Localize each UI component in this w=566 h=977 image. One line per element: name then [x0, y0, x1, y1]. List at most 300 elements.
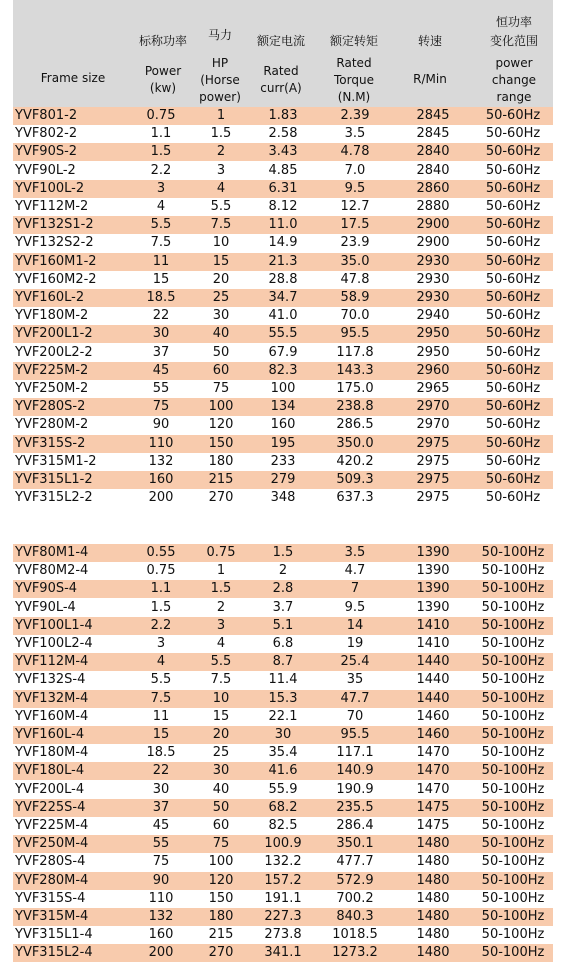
cell-speed: 2900	[416, 217, 450, 233]
cell-hp: 4	[216, 180, 226, 196]
cell-power: 7.5	[150, 235, 172, 251]
cell-power: 1.5	[150, 599, 172, 615]
table-row	[13, 289, 553, 307]
cell-power: 55	[152, 381, 170, 396]
cell-rated-torque: 23.9	[340, 235, 370, 251]
header-hp-3: power)	[199, 90, 241, 104]
cell-speed: 2950	[416, 326, 450, 342]
cell-frame-size: YVF315M-4	[15, 909, 89, 924]
cell-frame-size: YVF80M1-4	[15, 545, 89, 560]
cell-rated-current: 41.0	[268, 308, 298, 324]
cell-speed: 1440	[416, 654, 450, 670]
cell-hp: 60	[212, 818, 230, 833]
table-row	[13, 125, 553, 143]
table-row	[13, 580, 553, 598]
cell-power: 75	[152, 854, 170, 870]
cell-frame-size: YVF315S-2	[15, 435, 86, 451]
cell-speed: 1475	[416, 799, 450, 815]
cell-speed: 2970	[416, 399, 450, 415]
cell-power-range: 50-100Hz	[481, 581, 545, 597]
cell-frame-size: YVF200L1-2	[15, 326, 93, 342]
cell-frame-size: YVF280S-2	[15, 399, 86, 415]
cell-frame-size: YVF100L-2	[15, 180, 85, 196]
table-row	[13, 453, 553, 471]
cell-power: 37	[152, 344, 170, 360]
cell-frame-size: YVF801-2	[15, 108, 78, 123]
cell-speed: 1480	[416, 927, 450, 943]
cell-power: 7.5	[150, 690, 172, 706]
cell-rated-current: 41.6	[268, 763, 298, 779]
cell-speed: 2975	[416, 472, 450, 487]
cell-power: 4	[156, 654, 166, 670]
table-row	[13, 562, 553, 580]
cell-frame-size: YVF80M2-4	[15, 563, 89, 579]
table-row	[13, 671, 553, 689]
cell-rated-current: 132.2	[264, 854, 302, 870]
cell-hp: 180	[208, 453, 234, 469]
cell-power: 22	[152, 308, 170, 324]
cell-hp: 40	[212, 781, 230, 797]
cell-power-range: 50-60Hz	[485, 453, 541, 469]
table-row	[13, 781, 553, 799]
cell-power-range: 50-60Hz	[485, 126, 541, 142]
header-torque-2: Torque	[334, 73, 374, 87]
cell-power-range: 50-100Hz	[481, 745, 545, 761]
cell-rated-torque: 637.3	[336, 490, 374, 506]
cell-power: 30	[152, 781, 170, 797]
cell-power: 75	[152, 399, 170, 415]
header-current-1: Rated	[263, 64, 299, 78]
cell-rated-current: 68.2	[268, 799, 298, 815]
cell-rated-current: 67.9	[268, 344, 298, 360]
cell-frame-size: YVF160M2-2	[15, 271, 97, 287]
table-row	[13, 216, 553, 234]
table-row	[13, 489, 553, 507]
cell-power: 18.5	[146, 745, 176, 761]
cell-frame-size: YVF802-2	[15, 126, 78, 142]
cell-rated-torque: 3.5	[344, 545, 366, 560]
cell-hp: 2	[216, 144, 226, 160]
cell-power-range: 50-60Hz	[485, 417, 541, 433]
cell-rated-current: 2.8	[272, 581, 294, 597]
header-power-1: Power	[144, 64, 182, 78]
cell-power-range: 50-60Hz	[485, 472, 541, 487]
cell-frame-size: YVF315L1-4	[15, 927, 93, 943]
cell-power: 0.75	[146, 563, 176, 579]
cell-speed: 1390	[416, 563, 450, 579]
cell-rated-current: 8.7	[272, 654, 294, 670]
cell-power: 1.1	[150, 126, 172, 142]
cell-power: 18.5	[146, 290, 176, 305]
cell-power-range: 50-100Hz	[481, 672, 545, 688]
cell-speed: 1480	[416, 872, 450, 888]
cell-hp: 50	[212, 344, 230, 360]
cell-hp: 3	[216, 162, 226, 178]
cell-power: 1.1	[150, 581, 172, 597]
cell-power-range: 50-100Hz	[481, 690, 545, 706]
cell-rated-current: 1.83	[268, 108, 298, 123]
cell-power: 110	[148, 890, 174, 906]
cell-power: 200	[148, 490, 174, 506]
cell-power: 1.5	[150, 144, 172, 160]
cell-hp: 60	[212, 362, 230, 378]
cell-rated-current: 35.4	[268, 745, 298, 761]
cell-power-range: 50-100Hz	[481, 636, 545, 651]
cell-power-range: 50-60Hz	[485, 235, 541, 251]
cell-rated-torque: 95.5	[340, 326, 370, 342]
cell-hp: 5.5	[210, 199, 232, 214]
cell-rated-torque: 286.4	[336, 818, 374, 833]
cell-rated-torque: 19	[346, 636, 364, 651]
table-row	[13, 708, 553, 726]
cell-speed: 2940	[416, 308, 450, 324]
cell-power-range: 50-60Hz	[485, 180, 541, 196]
cell-power-range: 50-100Hz	[481, 599, 545, 615]
cell-power-range: 50-100Hz	[481, 927, 545, 943]
cell-speed: 2845	[416, 108, 450, 123]
cell-speed: 1480	[416, 836, 450, 852]
table-row	[13, 872, 553, 890]
cell-hp: 3	[216, 617, 226, 633]
cell-frame-size: YVF200L2-2	[15, 344, 93, 360]
table-row	[13, 198, 553, 216]
cell-rated-torque: 700.2	[336, 890, 374, 906]
cell-rated-torque: 1018.5	[332, 927, 378, 943]
table-row	[13, 344, 553, 362]
table-row	[13, 271, 553, 289]
cell-rated-torque: 1273.2	[332, 945, 378, 961]
cell-frame-size: YVF280M-4	[15, 872, 89, 888]
cell-power-range: 50-100Hz	[481, 836, 545, 852]
cell-speed: 2930	[416, 253, 450, 269]
cell-rated-torque: 572.9	[336, 872, 374, 888]
cell-power-range: 50-60Hz	[485, 381, 541, 396]
cell-rated-current: 5.1	[272, 617, 294, 633]
cell-rated-torque: 17.5	[340, 217, 370, 233]
cell-power: 90	[152, 872, 170, 888]
cell-power-range: 50-100Hz	[481, 909, 545, 924]
cell-hp: 30	[212, 308, 230, 324]
cell-frame-size: YVF112M-2	[15, 199, 89, 214]
cell-hp: 180	[208, 909, 234, 924]
cell-rated-torque: 238.8	[336, 399, 374, 415]
cell-speed: 1480	[416, 890, 450, 906]
cell-rated-current: 195	[270, 435, 296, 451]
table-row	[13, 380, 553, 398]
table-row	[13, 599, 553, 617]
table-row	[13, 744, 553, 762]
cell-frame-size: YVF132S2-2	[15, 235, 94, 251]
cell-hp: 0.75	[206, 545, 236, 560]
table-row	[13, 853, 553, 871]
cell-power: 3	[156, 636, 166, 651]
header-cn-hp: 马力	[207, 28, 232, 42]
cell-hp: 270	[208, 945, 234, 961]
cell-rated-current: 233	[270, 453, 296, 469]
cell-power: 132	[148, 909, 174, 924]
cell-speed: 2975	[416, 453, 450, 469]
cell-rated-current: 6.31	[268, 180, 298, 196]
cell-rated-torque: 117.8	[336, 344, 374, 360]
cell-rated-torque: 7	[350, 581, 360, 597]
cell-speed: 2950	[416, 344, 450, 360]
cell-hp: 2	[216, 599, 226, 615]
cell-rated-torque: 3.5	[344, 126, 366, 142]
cell-frame-size: YVF132S1-2	[15, 217, 94, 233]
cell-speed: 2900	[416, 235, 450, 251]
cell-power-range: 50-100Hz	[481, 818, 545, 833]
header-current-2: curr(A)	[260, 81, 302, 95]
cell-frame-size: YVF160M-4	[15, 708, 89, 724]
cell-rated-torque: 25.4	[340, 654, 370, 670]
cell-frame-size: YVF160L-2	[15, 290, 85, 305]
table-row	[13, 180, 553, 198]
cell-power-range: 50-60Hz	[485, 490, 541, 506]
cell-power-range: 50-60Hz	[485, 435, 541, 451]
cell-power: 0.75	[146, 108, 176, 123]
cell-frame-size: YVF280S-4	[15, 854, 86, 870]
cell-rated-torque: 509.3	[336, 472, 374, 487]
cell-speed: 1410	[416, 617, 450, 633]
cell-rated-torque: 70.0	[340, 308, 370, 324]
cell-frame-size: YVF315M1-2	[15, 453, 97, 469]
cell-speed: 2840	[416, 162, 450, 178]
cell-hp: 40	[212, 326, 230, 342]
cell-speed: 2880	[416, 199, 450, 214]
cell-power: 11	[152, 253, 170, 269]
table-row	[13, 635, 553, 653]
cell-frame-size: YVF180M-2	[15, 308, 89, 324]
cell-rated-current: 100.9	[264, 836, 302, 852]
cell-power-range: 50-60Hz	[485, 144, 541, 160]
cell-rated-torque: 9.5	[344, 599, 366, 615]
cell-speed: 1390	[416, 581, 450, 597]
cell-power: 11	[152, 708, 170, 724]
cell-power: 55	[152, 836, 170, 852]
cell-power-range: 50-100Hz	[481, 945, 545, 961]
cell-power: 90	[152, 417, 170, 433]
cell-frame-size: YVF100L1-4	[15, 617, 93, 633]
cell-speed: 2930	[416, 271, 450, 287]
cell-hp: 75	[212, 381, 230, 396]
cell-frame-size: YVF250M-4	[15, 836, 89, 852]
cell-speed: 1480	[416, 909, 450, 924]
cell-rated-torque: 35.0	[340, 253, 370, 269]
header-range-3: range	[496, 90, 532, 104]
cell-rated-current: 227.3	[264, 909, 302, 924]
cell-frame-size: YVF225M-2	[15, 362, 89, 378]
cell-rated-current: 273.8	[264, 927, 302, 943]
cell-power: 3	[156, 180, 166, 196]
cell-power: 30	[152, 326, 170, 342]
cell-frame-size: YVF90L-4	[15, 599, 76, 615]
cell-rated-current: 30	[274, 727, 292, 742]
cell-power-range: 50-100Hz	[481, 799, 545, 815]
cell-hp: 30	[212, 763, 230, 779]
cell-rated-current: 134	[270, 399, 296, 415]
cell-speed: 1460	[416, 727, 450, 742]
cell-power-range: 50-100Hz	[481, 872, 545, 888]
cell-hp: 100	[208, 854, 234, 870]
cell-speed: 2975	[416, 435, 450, 451]
table-row	[13, 799, 553, 817]
cell-speed: 1470	[416, 781, 450, 797]
cell-frame-size: YVF315S-4	[15, 890, 86, 906]
cell-frame-size: YVF315L1-2	[15, 472, 93, 487]
header-power-2: (kw)	[149, 81, 177, 95]
cell-hp: 75	[212, 836, 230, 852]
cell-hp: 1	[216, 108, 226, 123]
cell-speed: 1470	[416, 763, 450, 779]
cell-power: 37	[152, 799, 170, 815]
cell-rated-current: 21.3	[268, 253, 298, 269]
table-row	[13, 307, 553, 325]
cell-speed: 1440	[416, 690, 450, 706]
cell-power: 15	[152, 727, 170, 742]
cell-rated-current: 55.9	[268, 781, 298, 797]
cell-power-range: 50-100Hz	[481, 563, 545, 579]
cell-rated-torque: 4.7	[344, 563, 366, 579]
cell-power: 200	[148, 945, 174, 961]
header-speed-1: R/Min	[413, 72, 447, 86]
cell-hp: 5.5	[210, 654, 232, 670]
cell-rated-torque: 175.0	[336, 381, 374, 396]
cell-rated-torque: 840.3	[336, 909, 374, 924]
cell-rated-torque: 14	[346, 617, 364, 633]
table-row	[13, 890, 553, 908]
cell-rated-current: 28.8	[268, 271, 298, 287]
table-row	[13, 617, 553, 635]
cell-rated-torque: 2.39	[340, 108, 370, 123]
cell-rated-torque: 140.9	[336, 763, 374, 779]
cell-speed: 2845	[416, 126, 450, 142]
cell-power-range: 50-60Hz	[485, 399, 541, 415]
cell-hp: 15	[212, 253, 230, 269]
table-row	[13, 416, 553, 434]
cell-frame-size: YVF225S-4	[15, 799, 86, 815]
table-row	[13, 908, 553, 926]
cell-rated-current: 1.5	[272, 545, 294, 560]
cell-hp: 100	[208, 399, 234, 415]
cell-rated-current: 11.0	[268, 217, 298, 233]
cell-frame-size: YVF132M-4	[15, 690, 89, 706]
cell-power-range: 50-60Hz	[485, 199, 541, 214]
cell-hp: 270	[208, 490, 234, 506]
cell-rated-current: 3.7	[272, 599, 294, 615]
cell-speed: 1460	[416, 708, 450, 724]
cell-hp: 7.5	[210, 217, 232, 233]
cell-rated-current: 341.1	[264, 945, 302, 961]
table-row	[13, 726, 553, 744]
cell-rated-current: 11.4	[268, 672, 298, 688]
cell-rated-torque: 35	[346, 672, 364, 688]
table-row	[13, 143, 553, 161]
cell-frame-size: YVF225M-4	[15, 818, 89, 833]
cell-power-range: 50-60Hz	[485, 290, 541, 305]
header-range-1: power	[495, 56, 533, 70]
header-hp-2: (Horse	[200, 73, 240, 87]
table-row	[13, 471, 553, 489]
cell-power: 2.2	[150, 162, 172, 178]
cell-frame-size: YVF315L2-4	[15, 945, 93, 961]
cell-hp: 1.5	[210, 126, 232, 142]
cell-rated-torque: 350.0	[336, 435, 374, 451]
cell-rated-current: 4.85	[268, 162, 298, 178]
cell-frame-size: YVF180L-4	[15, 763, 85, 779]
header-cn-power: 标称功率	[138, 34, 187, 48]
cell-power-range: 50-60Hz	[485, 344, 541, 360]
table-row	[13, 398, 553, 416]
cell-rated-torque: 95.5	[340, 727, 370, 742]
cell-rated-torque: 143.3	[336, 362, 374, 378]
table-row	[13, 253, 553, 271]
cell-power-range: 50-60Hz	[485, 108, 541, 123]
cell-hp: 25	[212, 290, 230, 305]
cell-power-range: 50-60Hz	[485, 162, 541, 178]
cell-power: 15	[152, 271, 170, 287]
cell-power: 132	[148, 453, 174, 469]
cell-hp: 120	[208, 417, 234, 433]
cell-speed: 1480	[416, 854, 450, 870]
cell-rated-torque: 58.9	[340, 290, 370, 305]
cell-rated-torque: 12.7	[340, 199, 370, 214]
table-row	[13, 817, 553, 835]
cell-speed: 2965	[416, 381, 450, 396]
cell-hp: 10	[212, 690, 230, 706]
table-row	[13, 544, 553, 562]
cell-power: 45	[152, 362, 170, 378]
cell-frame-size: YVF90S-2	[15, 144, 78, 160]
cell-power-range: 50-60Hz	[485, 253, 541, 269]
table-row	[13, 926, 553, 944]
cell-rated-current: 191.1	[264, 890, 302, 906]
cell-rated-current: 82.5	[268, 818, 298, 833]
cell-rated-current: 3.43	[268, 144, 298, 160]
cell-rated-torque: 286.5	[336, 417, 374, 433]
cell-rated-current: 15.3	[268, 690, 298, 706]
table-row	[13, 835, 553, 853]
cell-rated-torque: 7.0	[344, 162, 366, 178]
cell-speed: 1475	[416, 818, 450, 833]
cell-frame-size: YVF100L2-4	[15, 636, 93, 651]
cell-power-range: 50-60Hz	[485, 326, 541, 342]
cell-rated-current: 34.7	[268, 290, 298, 305]
cell-rated-current: 82.3	[268, 362, 298, 378]
cell-rated-current: 160	[270, 417, 296, 433]
header-range-2: change	[491, 73, 537, 87]
cell-rated-current: 100	[270, 381, 296, 396]
cell-frame-size: YVF112M-4	[15, 654, 89, 670]
cell-speed: 1390	[416, 545, 450, 560]
cell-hp: 150	[208, 890, 234, 906]
cell-rated-torque: 9.5	[344, 180, 366, 196]
cell-speed: 1390	[416, 599, 450, 615]
cell-rated-current: 2	[278, 563, 288, 579]
header-hp-1: HP	[211, 56, 229, 70]
cell-power-range: 50-100Hz	[481, 854, 545, 870]
cell-power: 160	[148, 927, 174, 943]
table-row	[13, 162, 553, 180]
cell-power: 22	[152, 763, 170, 779]
cell-power-range: 50-100Hz	[481, 727, 545, 742]
cell-frame-size: YVF250M-2	[15, 381, 89, 396]
header-cn-torque: 额定转矩	[329, 34, 378, 48]
cell-power-range: 50-100Hz	[481, 763, 545, 779]
table-row	[13, 653, 553, 671]
table-row	[13, 944, 553, 962]
cell-hp: 25	[212, 745, 230, 761]
table-row	[13, 107, 553, 125]
